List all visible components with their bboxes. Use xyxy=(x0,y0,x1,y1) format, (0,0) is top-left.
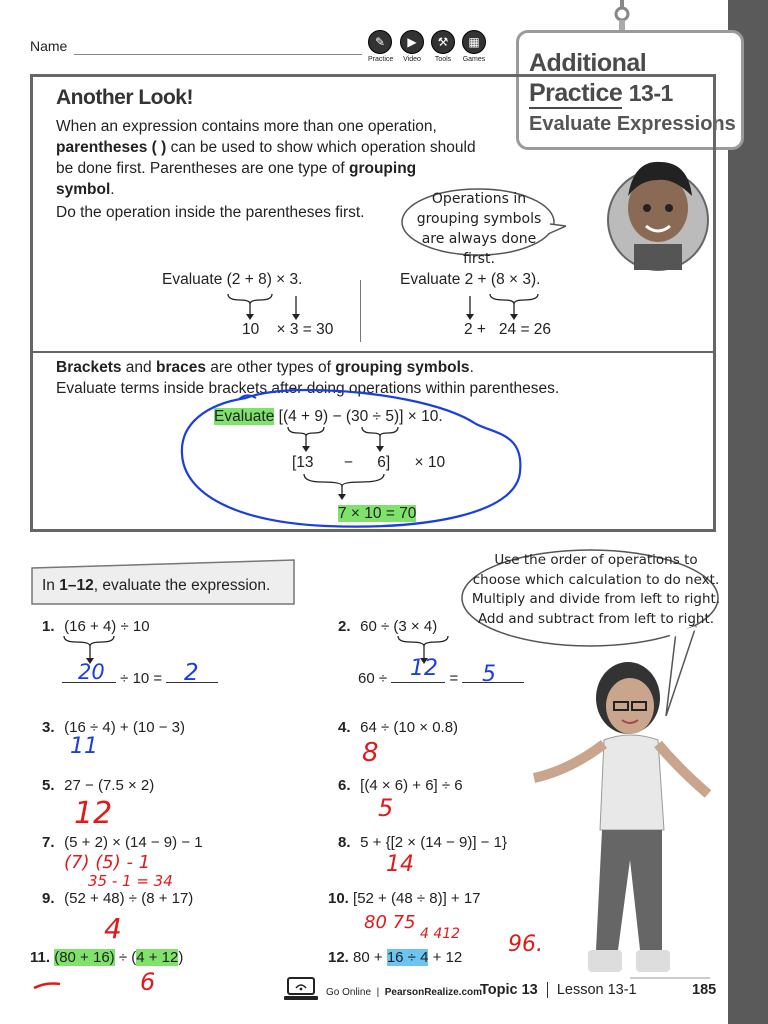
video-label: Video xyxy=(403,56,421,63)
problem-7-expr: (5 + 2) × (14 − 9) − 1 xyxy=(64,834,203,851)
answer-1a[interactable]: 20 xyxy=(78,660,105,684)
example-3-result-text: 7 × 10 = 70 xyxy=(338,505,417,522)
intro-term-grouping: grouping symbol xyxy=(56,160,417,198)
work-7a[interactable]: (7) (5) - 1 xyxy=(64,852,151,873)
problem-12-expr-a: 80 + xyxy=(353,949,387,966)
answer-3[interactable]: 11 xyxy=(70,734,98,759)
tag-line1: Additional xyxy=(529,49,647,77)
tools-link[interactable] xyxy=(431,30,455,63)
problem-1-number: 1. xyxy=(42,618,55,635)
footer-go-online-text: Go Online xyxy=(326,987,372,998)
problem-5-expr: 27 − (7.5 × 2) xyxy=(64,777,155,794)
problem-11-number: 11. xyxy=(30,949,51,966)
problem-10-expr: [52 + (48 ÷ 8)] + 17 xyxy=(353,890,481,907)
problem-3-expr: (16 ÷ 4) + (10 − 3) xyxy=(64,719,185,736)
term-braces: braces xyxy=(155,359,206,376)
work-10a[interactable]: 80 75 xyxy=(364,912,416,933)
problem-8-number: 8. xyxy=(338,834,351,851)
resource-icons xyxy=(368,30,492,70)
problem-11-expr-d: ) xyxy=(178,949,184,966)
example-1: Evaluate (2 + 8) × 3. xyxy=(162,271,303,288)
problem-8-expr: 5 + {[2 × (14 − 9)] − 1} xyxy=(360,834,507,851)
answer-2a[interactable]: 12 xyxy=(410,656,438,681)
brackets-period: . xyxy=(469,359,474,376)
intro-term-parentheses: parentheses ( ) xyxy=(56,139,167,156)
problem-4 xyxy=(338,719,458,736)
problem-7-number: 7. xyxy=(42,834,55,851)
wrench-icon: ⚒ xyxy=(431,30,455,54)
footer-topic: Topic 13 xyxy=(480,982,538,998)
tag-ring-icon xyxy=(610,0,634,32)
instruction-text: Do the operation inside the parentheses first. xyxy=(56,204,365,221)
problem-10 xyxy=(328,890,481,907)
problem-12-number: 12. xyxy=(328,949,349,966)
problem-2 xyxy=(338,618,437,635)
answer-5[interactable]: 12 xyxy=(74,796,113,831)
intro-end: . xyxy=(110,181,115,198)
problem-2-fill xyxy=(358,670,524,687)
games-label: Games xyxy=(462,56,486,63)
problem-3-number: 3. xyxy=(42,719,55,736)
problem-11 xyxy=(30,949,183,966)
problem-6-number: 6. xyxy=(338,777,351,794)
example-2: Evaluate 2 + (8 × 3). xyxy=(400,271,541,288)
step-minus: − xyxy=(343,454,353,471)
problem-9-expr: (52 + 48) ÷ (8 + 17) xyxy=(64,890,194,907)
name-label: Name xyxy=(30,38,68,54)
answer-4[interactable]: 8 xyxy=(362,738,379,768)
result-2 xyxy=(464,321,551,339)
result-1 xyxy=(242,321,333,339)
footer-site: PearsonRealize.com xyxy=(384,987,483,998)
problem-3 xyxy=(42,719,185,736)
problem-5 xyxy=(42,777,154,794)
problem-12-expr-c: + 12 xyxy=(428,949,463,966)
work-7b[interactable]: 35 - 1 = 34 xyxy=(88,872,173,890)
instructions-text xyxy=(42,577,270,595)
footer-lesson: Lesson 13-1 xyxy=(556,982,637,998)
brackets-text-3: are other types of xyxy=(205,359,336,376)
result-1-a: 10 xyxy=(242,321,260,338)
problem-11-expr-a: (80 + 16) xyxy=(54,949,115,966)
instructions-prefix: In xyxy=(42,577,60,594)
answer-8[interactable]: 14 xyxy=(386,852,414,877)
example-3-expr: [(4 + 9) − (30 ÷ 5)] × 10. xyxy=(274,408,443,425)
problem-8 xyxy=(338,834,507,851)
intro-text-2: can be used to show which operation should be done first. Parentheses are one type of xyxy=(56,139,476,177)
bubble-text: Operations in grouping symbols are always done first. xyxy=(416,191,542,267)
answer-11[interactable]: 6 xyxy=(140,968,156,996)
problem-6-expr: [(4 × 6) + 6] ÷ 6 xyxy=(360,777,463,794)
brackets-and: and xyxy=(121,359,156,376)
problem-12 xyxy=(328,949,462,966)
problem-12-expr-b: 16 ÷ 4 xyxy=(386,949,429,966)
practice-label: Practice xyxy=(368,56,394,63)
problem-2-expr: 60 ÷ (3 × 4) xyxy=(360,618,438,635)
hint-text: Use the order of operations to choose which calculation to do next. Multiply and divide from left to right. Add and subtract from left to right. xyxy=(471,552,721,627)
result-2-a: 2 + xyxy=(464,321,486,338)
boy-avatar-icon xyxy=(604,156,712,272)
term-grouping-symbols: grouping symbols xyxy=(335,359,470,376)
games-link[interactable] xyxy=(462,30,486,63)
problem-9 xyxy=(42,890,193,907)
problem-11-expr-b: ÷ ( xyxy=(114,949,137,966)
footer-go-online[interactable]: Go Online | PearsonRealize.com xyxy=(326,987,483,998)
tools-label: Tools xyxy=(434,56,452,63)
problem-2-fill-eq: = xyxy=(449,670,459,687)
instructions-suffix: , evaluate the expression. xyxy=(93,577,271,594)
problem-7 xyxy=(42,834,203,851)
tag-practice: Practice xyxy=(529,79,623,107)
problem-1-expr: (16 + 4) ÷ 10 xyxy=(64,618,150,635)
problem-2-fill-pre: 60 ÷ xyxy=(358,670,388,687)
step-13: [13 xyxy=(292,454,314,471)
instructions-range: 1–12 xyxy=(59,577,94,594)
girl-character-icon xyxy=(530,660,730,1010)
work-10b[interactable]: 4 412 xyxy=(420,926,461,942)
result-2-b: 24 = 26 xyxy=(498,321,552,338)
term-brackets: Brackets xyxy=(56,359,122,376)
answer-1b[interactable]: 2 xyxy=(184,660,199,686)
another-look-title: Another Look! xyxy=(56,86,193,109)
problem-10-number: 10. xyxy=(328,890,349,907)
problem-4-expr: 64 ÷ (10 × 0.8) xyxy=(360,719,459,736)
answer-6[interactable]: 5 xyxy=(378,794,394,822)
page-number: 185 xyxy=(692,982,717,998)
problem-5-number: 5. xyxy=(42,777,55,794)
answer-9[interactable]: 4 xyxy=(104,912,122,945)
blue-circle-annotation xyxy=(176,384,532,534)
answer-2b[interactable]: 5 xyxy=(482,662,496,687)
step-times-10: × 10 xyxy=(414,454,446,471)
footer-topic-lesson xyxy=(480,982,637,998)
example-arrows xyxy=(220,290,620,324)
problem-1-fill-text: ÷ 10 = xyxy=(120,670,163,687)
problem-4-number: 4. xyxy=(338,719,351,736)
step-6: 6] xyxy=(377,454,391,471)
problem-6 xyxy=(338,777,463,794)
section-divider xyxy=(31,351,715,353)
grid-icon: ▦ xyxy=(462,30,486,54)
problem-11-expr-c: 4 + 12 xyxy=(136,949,179,966)
pencil-icon: ✎ xyxy=(368,30,392,54)
result-1-b: × 3 = 30 xyxy=(276,321,334,338)
intro-text-1: When an expression contains more than one operation, xyxy=(56,118,437,135)
example-3-highlight: Evaluate xyxy=(214,408,275,425)
video-link[interactable] xyxy=(400,30,424,63)
name-line[interactable] xyxy=(74,54,362,55)
laptop-icon xyxy=(284,976,318,1002)
page-edge-bar xyxy=(728,0,768,1024)
answer-12[interactable]: 96. xyxy=(508,932,543,957)
play-icon: ▶ xyxy=(400,30,424,54)
problem-1 xyxy=(42,618,150,635)
practice-link[interactable] xyxy=(368,30,392,63)
problem-9-number: 9. xyxy=(42,890,55,907)
problem-2-number: 2. xyxy=(338,618,351,635)
tag-subtitle: Evaluate Expressions xyxy=(529,113,736,135)
brackets-line-2: Evaluate terms inside brackets after doing operations within parentheses. xyxy=(56,380,560,397)
tag-number: 13-1 xyxy=(628,80,673,106)
answer-11-mark xyxy=(32,978,62,992)
